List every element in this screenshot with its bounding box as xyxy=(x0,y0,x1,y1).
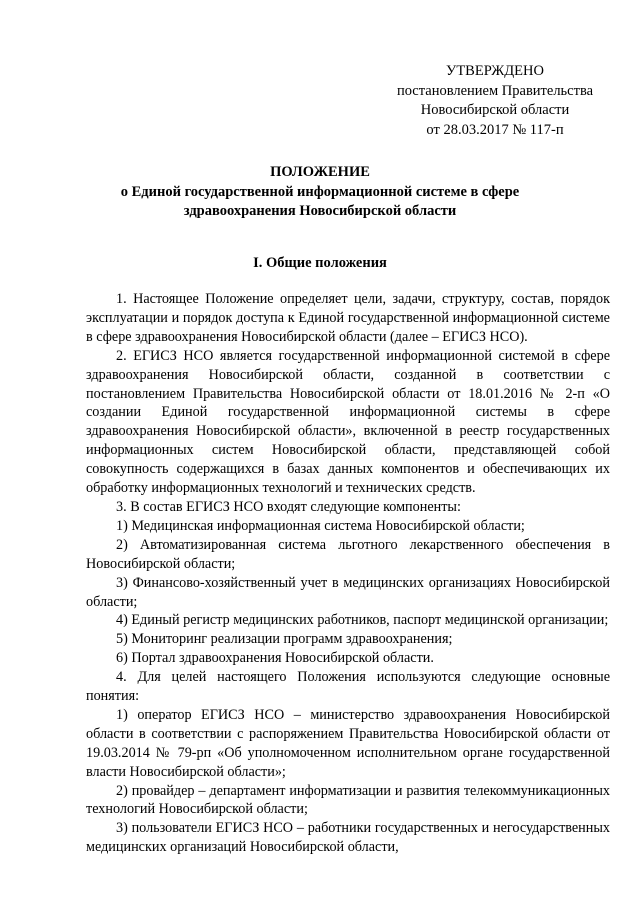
title-line: о Единой государственной информационной системе в сфере xyxy=(120,183,520,200)
approval-stamp xyxy=(390,62,600,140)
paragraph: 5) Мониторинг реализации программ здравоохранения; xyxy=(116,631,453,648)
document-body xyxy=(86,290,610,857)
paragraph: 4. Для целей настоящего Положения используются следующие основные понятия: xyxy=(86,669,610,705)
paragraph: 3) пользователи ЕГИСЗ НСО – работники государственных и негосударственных медицинских организаций Новосибирской области, xyxy=(86,820,610,856)
section-heading: I. Общие положения xyxy=(253,255,387,271)
paragraph: 3) Финансово-хозяйственный учет в медицинских организациях Новосибирской области; xyxy=(86,574,610,610)
paragraph: 4) Единый регистр медицинских работников, паспорт медицинской организации; xyxy=(116,612,609,629)
paragraph: 2) провайдер – департамент информатизации и развития телекоммуникационных технологий Новосибирской области; xyxy=(86,782,610,818)
paragraph: 2. ЕГИСЗ НСО является государственной информационной системой в сфере здравоохранения Новосибирской области, созданной в соответствии с постановлением Правительства Новосибирской области от 18.01.2016 № 2-п «О создании Единой государственной информационной системы в сфере здравоохранения Новосибирской области», включенной в реестр государственных информационных систем Новосибирской области, представляющей собой совокупность содержащихся в базах данных компонентов и обеспечивающих их обработку информационных технологий и технических средств. xyxy=(86,347,610,497)
paragraph: 1) оператор ЕГИСЗ НСО – министерство здравоохранения Новосибирской области в соответствии с распоряжением Правительства Новосибирской области от 19.03.2014 № 79-рп «Об уполномоченном исполнительном органе государственной власти Новосибирской области»; xyxy=(86,706,610,780)
paragraph: 1) Медицинская информационная система Новосибирской области; xyxy=(116,517,525,534)
approval-line: УТВЕРЖДЕНО xyxy=(446,63,544,79)
approval-line: постановлением Правительства xyxy=(396,82,594,99)
title-line: ПОЛОЖЕНИЕ xyxy=(270,164,370,180)
title-line: здравоохранения Новосибирской области xyxy=(183,203,457,219)
paragraph: 3. В состав ЕГИСЗ НСО входят следующие компоненты: xyxy=(116,498,461,515)
approval-line: Новосибирской области xyxy=(420,102,570,118)
approval-line: от 28.03.2017 № 117-п xyxy=(426,121,564,138)
paragraph: 1. Настоящее Положение определяет цели, задачи, структуру, состав, порядок эксплуатации и порядок доступа к Единой государственной информационной системе в сфере здравоохранения Новосибирской области (далее – ЕГИСЗ НСО). xyxy=(86,291,610,345)
document-title xyxy=(60,163,580,222)
paragraph: 6) Портал здравоохранения Новосибирской области. xyxy=(116,650,434,667)
paragraph: 2) Автоматизированная система льготного лекарственного обеспечения в Новосибирской области; xyxy=(86,536,610,572)
